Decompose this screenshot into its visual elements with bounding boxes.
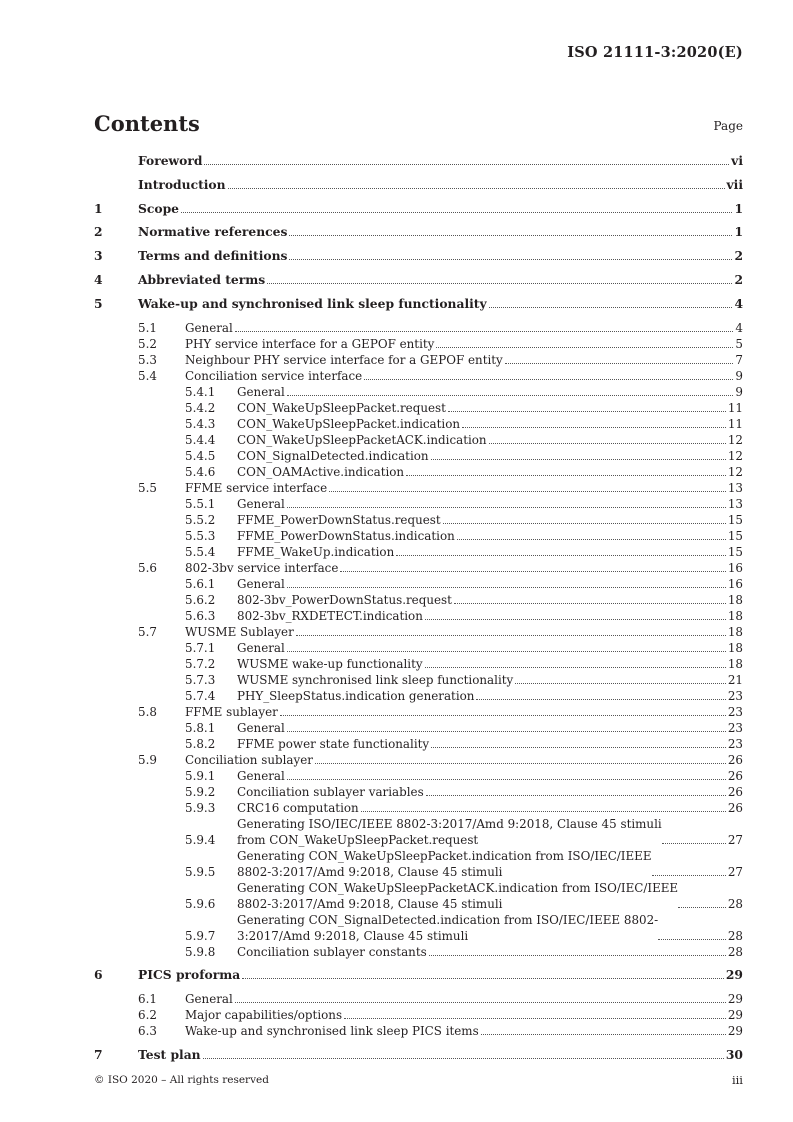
toc-entry[interactable] xyxy=(94,967,743,983)
toc-entry[interactable] xyxy=(94,248,743,264)
toc-entry-number: 5.9 xyxy=(138,752,157,767)
dot-leader xyxy=(454,603,726,604)
dot-leader xyxy=(425,667,726,668)
toc-entry-number: 5.4.4 xyxy=(185,432,216,447)
toc-entry-number: 5.8.1 xyxy=(185,720,216,735)
document-id: ISO 21111-3:2020(E) xyxy=(567,44,743,61)
toc-entry-title: 802-3bv_PowerDownStatus.request xyxy=(237,592,452,607)
toc-entry-title-continued: from CON_WakeUpSleepPacket.request xyxy=(237,832,662,848)
toc-entry-title: Conciliation sublayer xyxy=(185,752,313,767)
toc-entry-title: Test plan xyxy=(138,1046,201,1062)
toc-entry[interactable] xyxy=(94,560,743,576)
toc-entry[interactable] xyxy=(94,784,743,800)
toc-entry-title: General xyxy=(237,720,285,735)
toc-entry-title: Major capabilities/options xyxy=(185,1008,343,1023)
toc-entry[interactable] xyxy=(94,704,743,720)
toc-entry[interactable] xyxy=(94,880,743,912)
toc-entry-title: FFME service interface xyxy=(185,480,328,495)
toc-entry-page: 15 xyxy=(727,512,743,527)
page-column-label: Page xyxy=(713,119,743,133)
page-title: Contents xyxy=(94,111,200,136)
toc-entry-title: Normative references xyxy=(138,224,288,240)
toc-entry-number: 5.2 xyxy=(138,336,157,351)
toc-entry[interactable] xyxy=(94,416,743,432)
dot-leader xyxy=(287,395,734,396)
toc-entry[interactable] xyxy=(94,464,743,480)
toc-entry-page: 26 xyxy=(727,752,743,767)
dot-leader xyxy=(429,955,726,956)
toc-entry[interactable] xyxy=(94,528,743,544)
toc-entry-number: 5.8 xyxy=(138,704,157,719)
toc-entry[interactable] xyxy=(94,448,743,464)
toc-entry-number: 5.5.4 xyxy=(185,544,216,559)
toc-entry-title: Wake-up and synchronised link sleep functionality xyxy=(138,295,487,311)
toc-entry-number: 5.9.4 xyxy=(185,832,216,847)
toc-entry-title: General xyxy=(185,992,233,1007)
dot-leader xyxy=(289,259,732,260)
toc-entry[interactable] xyxy=(94,1023,743,1039)
toc-entry-title: General xyxy=(237,384,285,399)
toc-entry[interactable] xyxy=(94,272,743,288)
toc-entry-title: Introduction xyxy=(138,176,226,192)
toc-entry[interactable] xyxy=(94,153,743,169)
toc-entry-title: PHY service interface for a GEPOF entity xyxy=(185,336,435,351)
dot-leader xyxy=(431,459,726,460)
toc-entry-page: 13 xyxy=(727,496,743,511)
toc-entry-page: 18 xyxy=(727,656,743,671)
toc-entry[interactable] xyxy=(94,768,743,784)
dot-leader xyxy=(235,331,734,332)
toc-entry-page: vi xyxy=(731,153,743,168)
dot-leader xyxy=(431,747,726,748)
toc-entry-title: Foreword xyxy=(138,153,203,168)
toc-entry-title: CRC16 computation xyxy=(237,800,359,815)
dot-leader xyxy=(489,307,733,308)
toc-entry-page: 13 xyxy=(727,480,743,495)
toc-entry-number: 5.7.3 xyxy=(185,672,216,687)
toc-entry[interactable] xyxy=(94,352,743,368)
toc-entry-number: 5.5.3 xyxy=(185,528,216,543)
dot-leader xyxy=(235,1002,726,1003)
toc-entry-number: 5.4.1 xyxy=(185,384,216,399)
toc-entry[interactable] xyxy=(94,991,743,1007)
dot-leader xyxy=(481,1034,726,1035)
toc-entry-page: 11 xyxy=(727,416,743,431)
toc-entry-page: 28 xyxy=(727,896,743,911)
toc-entry-title: FFME_PowerDownStatus.request xyxy=(237,512,441,527)
toc-entry-page: 2 xyxy=(734,248,743,264)
toc-entry-title: Conciliation sublayer variables xyxy=(237,784,424,799)
toc-entry-title: 802-3bv_RXDETECT.indication xyxy=(237,608,423,623)
toc-entry[interactable] xyxy=(94,640,743,656)
dot-leader xyxy=(204,164,729,165)
toc-entry-number: 6.1 xyxy=(138,992,157,1007)
toc-entry-page: 9 xyxy=(735,368,743,383)
dot-leader xyxy=(287,587,726,588)
toc-entry-page: 18 xyxy=(727,624,743,639)
toc-entry[interactable] xyxy=(94,736,743,752)
dot-leader xyxy=(340,571,726,572)
toc-entry[interactable] xyxy=(94,576,743,592)
dot-leader xyxy=(505,363,734,364)
dot-leader xyxy=(678,907,726,908)
toc-entry-number: 5.9.2 xyxy=(185,784,216,799)
table-of-contents xyxy=(94,153,743,1071)
toc-entry-number: 5.9.8 xyxy=(185,944,216,959)
toc-entry-page: 27 xyxy=(727,832,743,847)
toc-entry-number: 5.5.2 xyxy=(185,512,216,527)
toc-entry-number: 4 xyxy=(94,271,103,287)
dot-leader xyxy=(658,939,726,940)
toc-entry-title: FFME_WakeUp.indication xyxy=(237,544,395,559)
toc-entry-page: 29 xyxy=(727,1024,743,1039)
dot-leader xyxy=(315,763,726,764)
toc-entry[interactable] xyxy=(94,432,743,448)
toc-entry-title: WUSME synchronised link sleep functionality xyxy=(237,672,514,687)
dot-leader xyxy=(448,411,726,412)
toc-entry[interactable] xyxy=(94,496,743,512)
toc-entry-number: 5.3 xyxy=(138,352,157,367)
toc-entry-number: 5.7.2 xyxy=(185,656,216,671)
toc-entry-number: 5.4 xyxy=(138,368,157,383)
toc-entry-number: 1 xyxy=(94,200,103,216)
copyright-notice: © ISO 2020 – All rights reserved xyxy=(94,1074,269,1086)
toc-entry-number: 5.6 xyxy=(138,560,157,575)
toc-entry-title: WUSME wake-up functionality xyxy=(237,656,423,671)
toc-entry[interactable] xyxy=(94,848,743,880)
toc-entry-page: vii xyxy=(726,176,743,192)
toc-entry[interactable] xyxy=(94,512,743,528)
toc-entry-page: 4 xyxy=(734,295,743,311)
dot-leader xyxy=(406,475,726,476)
toc-entry-title: Terms and definitions xyxy=(138,248,288,264)
toc-entry[interactable] xyxy=(94,816,743,848)
toc-entry[interactable] xyxy=(94,608,743,624)
toc-entry-number: 5.4.5 xyxy=(185,448,216,463)
dot-leader xyxy=(457,539,726,540)
toc-entry-page: 23 xyxy=(727,736,743,751)
toc-entry-title: Conciliation service interface xyxy=(185,368,363,383)
toc-entry-number: 5.4.6 xyxy=(185,464,216,479)
toc-entry-number: 5.9.3 xyxy=(185,800,216,815)
toc-entry-page: 26 xyxy=(727,784,743,799)
toc-entry-page: 16 xyxy=(727,576,743,591)
toc-entry-page: 18 xyxy=(727,608,743,623)
toc-entry-title: Generating CON_SignalDetected.indication from ISO/IEC/IEEE 8802- xyxy=(237,912,659,927)
dot-leader xyxy=(242,978,724,979)
toc-entry-title: CON_WakeUpSleepPacketACK.indication xyxy=(237,432,487,447)
toc-entry[interactable] xyxy=(94,224,743,240)
toc-entry-page: 11 xyxy=(727,400,743,415)
toc-entry-page: 18 xyxy=(727,640,743,655)
toc-entry[interactable] xyxy=(94,944,743,960)
toc-entry-number: 5.5.1 xyxy=(185,496,216,511)
toc-entry-title: General xyxy=(185,320,233,335)
toc-entry-title: CON_WakeUpSleepPacket.indication xyxy=(237,416,461,431)
toc-entry-number: 6.3 xyxy=(138,1024,157,1039)
dot-leader xyxy=(181,212,732,213)
toc-entry-number: 5.1 xyxy=(138,320,157,335)
toc-entry[interactable] xyxy=(94,656,743,672)
dot-leader xyxy=(329,491,726,492)
toc-entry-number: 5.9.7 xyxy=(185,928,216,943)
dot-leader xyxy=(228,188,725,189)
toc-entry-title: Generating ISO/IEC/IEEE 8802-3:2017/Amd 9:2018, Clause 45 stimuli xyxy=(237,816,662,831)
dot-leader xyxy=(287,731,726,732)
toc-entry-title: Wake-up and synchronised link sleep PICS items xyxy=(185,1024,479,1039)
dot-leader xyxy=(489,443,726,444)
toc-entry[interactable] xyxy=(94,720,743,736)
dot-leader xyxy=(652,875,726,876)
toc-entry-title-continued: 8802-3:2017/Amd 9:2018, Clause 45 stimuli xyxy=(237,864,652,880)
toc-entry[interactable] xyxy=(94,336,743,352)
toc-entry[interactable] xyxy=(94,752,743,768)
dot-leader xyxy=(396,555,726,556)
toc-entry-page: 28 xyxy=(727,928,743,943)
toc-entry-number: 5.7 xyxy=(138,624,157,639)
toc-entry[interactable] xyxy=(94,592,743,608)
toc-entry-number: 5.8.2 xyxy=(185,736,216,751)
dot-leader xyxy=(515,683,726,684)
toc-entry-number: 5.4.3 xyxy=(185,416,216,431)
dot-leader xyxy=(364,379,733,380)
dot-leader xyxy=(203,1058,724,1059)
toc-entry-title: General xyxy=(237,768,285,783)
toc-entry-page: 29 xyxy=(725,967,743,983)
toc-entry[interactable] xyxy=(94,480,743,496)
dot-leader xyxy=(361,811,726,812)
dot-leader xyxy=(267,283,732,284)
toc-entry-number: 2 xyxy=(94,224,103,240)
toc-entry-number: 5.9.5 xyxy=(185,864,216,879)
toc-entry-title: FFME sublayer xyxy=(185,704,278,719)
toc-entry-title: Conciliation sublayer constants xyxy=(237,944,427,959)
toc-entry[interactable] xyxy=(94,800,743,816)
toc-entry-title: General xyxy=(237,576,285,591)
toc-entry-number: 5.9.1 xyxy=(185,768,216,783)
toc-entry-page: 9 xyxy=(735,384,743,399)
toc-entry-page: 27 xyxy=(727,864,743,879)
toc-entry-page: 23 xyxy=(727,688,743,703)
toc-entry-number: 3 xyxy=(94,248,103,264)
toc-entry[interactable] xyxy=(94,201,743,217)
toc-entry-page: 21 xyxy=(727,672,743,687)
dot-leader xyxy=(443,523,726,524)
toc-entry-number: 5.7.4 xyxy=(185,688,216,703)
dot-leader xyxy=(476,699,725,700)
dot-leader xyxy=(662,843,726,844)
toc-entry[interactable] xyxy=(94,1007,743,1023)
toc-entry-page: 29 xyxy=(727,992,743,1007)
toc-entry[interactable] xyxy=(94,177,743,193)
toc-entry-title-continued: 3:2017/Amd 9:2018, Clause 45 stimuli xyxy=(237,928,658,944)
toc-entry-number: 6.2 xyxy=(138,1008,157,1023)
toc-entry-title: Generating CON_WakeUpSleepPacketACK.indication from ISO/IEC/IEEE xyxy=(237,880,679,895)
dot-leader xyxy=(344,1018,726,1019)
toc-entry-title: CON_OAMActive.indication xyxy=(237,464,405,479)
toc-entry-number: 5.4.2 xyxy=(185,400,216,415)
toc-entry-number: 5.6.3 xyxy=(185,608,216,623)
dot-leader xyxy=(287,651,726,652)
toc-entry[interactable] xyxy=(94,1047,743,1063)
toc-entry-title: Generating CON_WakeUpSleepPacket.indication from ISO/IEC/IEEE xyxy=(237,848,652,863)
toc-entry-title: PHY_SleepStatus.indication generation xyxy=(237,688,475,703)
toc-entry-title: 802-3bv service interface xyxy=(185,560,339,575)
toc-entry-page: 1 xyxy=(734,200,743,216)
dot-leader xyxy=(280,715,726,716)
toc-entry-title: Neighbour PHY service interface for a GEPOF entity xyxy=(185,352,503,367)
toc-entry-page: 16 xyxy=(727,560,743,575)
toc-entry-page: 29 xyxy=(727,1008,743,1023)
dot-leader xyxy=(425,619,726,620)
toc-entry-number: 5.6.1 xyxy=(185,576,216,591)
toc-entry-title: FFME_PowerDownStatus.indication xyxy=(237,528,455,543)
toc-entry[interactable] xyxy=(94,672,743,688)
dot-leader xyxy=(287,779,726,780)
toc-entry-page: 23 xyxy=(727,704,743,719)
dot-leader xyxy=(296,635,726,636)
toc-entry-number: 5 xyxy=(94,295,103,311)
toc-entry-page: 12 xyxy=(727,432,743,447)
toc-entry[interactable] xyxy=(94,912,743,944)
toc-entry-page: 23 xyxy=(727,720,743,735)
toc-entry-page: 1 xyxy=(734,224,743,240)
toc-entry-title: CON_WakeUpSleepPacket.request xyxy=(237,400,446,415)
toc-entry-page: 15 xyxy=(727,528,743,543)
toc-entry-title: Abbreviated terms xyxy=(138,271,266,287)
toc-entry-title-continued: 8802-3:2017/Amd 9:2018, Clause 45 stimuli xyxy=(237,896,678,912)
toc-entry-page: 2 xyxy=(734,271,743,287)
toc-entry-title: Scope xyxy=(138,200,179,216)
dot-leader xyxy=(287,507,726,508)
toc-entry-title: WUSME Sublayer xyxy=(185,624,294,639)
toc-entry-page: 26 xyxy=(727,768,743,783)
toc-entry-page: 12 xyxy=(727,464,743,479)
toc-entry-page: 26 xyxy=(727,800,743,815)
toc-entry-page: 5 xyxy=(735,336,743,351)
toc-entry-title: CON_SignalDetected.indication xyxy=(237,448,429,463)
toc-entry-title: PICS proforma xyxy=(138,967,241,983)
toc-entry-title: General xyxy=(237,640,285,655)
toc-entry-page: 7 xyxy=(735,352,743,367)
toc-entry-page: 15 xyxy=(727,544,743,559)
toc-entry[interactable] xyxy=(94,368,743,384)
toc-entry[interactable] xyxy=(94,384,743,400)
toc-entry-number: 5.6.2 xyxy=(185,592,216,607)
toc-entry-number: 5.5 xyxy=(138,480,157,495)
page-number: iii xyxy=(731,1073,743,1087)
toc-entry-title: General xyxy=(237,496,285,511)
toc-entry-page: 28 xyxy=(727,944,743,959)
toc-entry[interactable] xyxy=(94,320,743,336)
toc-entry-title: FFME power state functionality xyxy=(237,736,430,751)
toc-entry-number: 5.9.6 xyxy=(185,896,216,911)
toc-entry[interactable] xyxy=(94,688,743,704)
toc-entry[interactable] xyxy=(94,400,743,416)
toc-entry-page: 4 xyxy=(735,320,743,335)
toc-entry-number: 5.7.1 xyxy=(185,640,216,655)
dot-leader xyxy=(436,347,733,348)
toc-entry-number: 7 xyxy=(94,1046,103,1062)
dot-leader xyxy=(289,235,732,236)
toc-entry[interactable] xyxy=(94,296,743,312)
dot-leader xyxy=(426,795,726,796)
toc-entry-page: 12 xyxy=(727,448,743,463)
toc-entry-page: 18 xyxy=(727,592,743,607)
toc-entry-number: 6 xyxy=(94,967,103,983)
toc-entry[interactable] xyxy=(94,624,743,640)
toc-entry[interactable] xyxy=(94,544,743,560)
dot-leader xyxy=(462,427,726,428)
toc-entry-page: 30 xyxy=(725,1046,743,1062)
